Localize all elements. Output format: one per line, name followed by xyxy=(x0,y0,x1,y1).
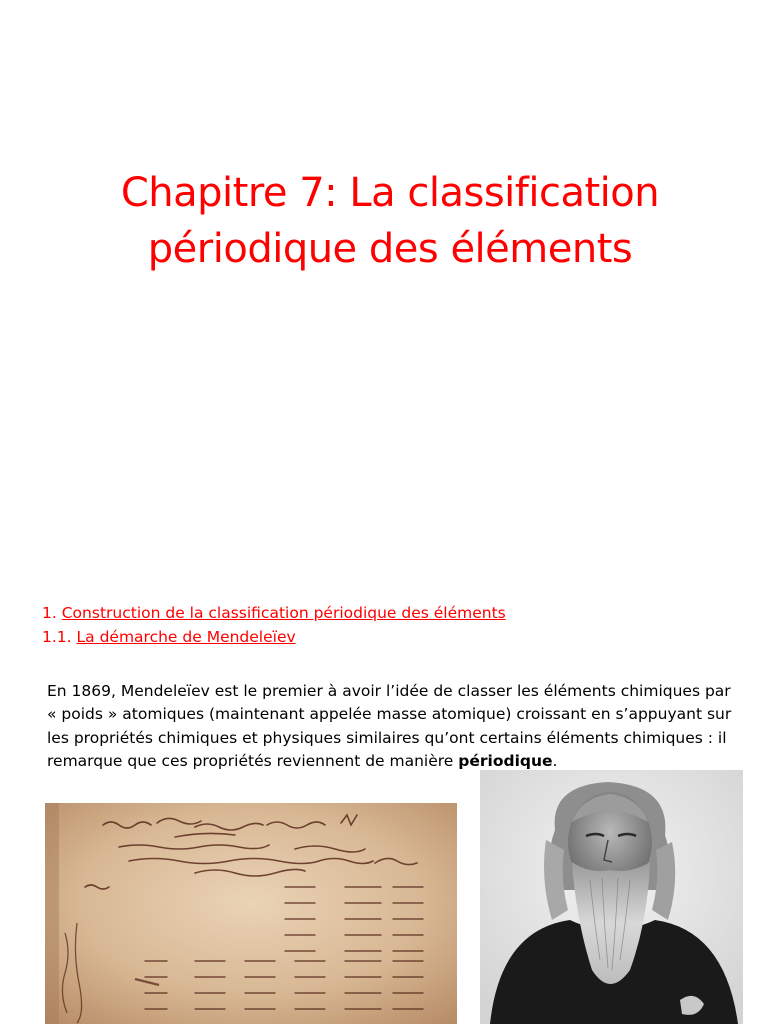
section-link[interactable]: Construction de la classification périodique des éléments xyxy=(61,604,506,622)
page-title xyxy=(40,165,740,277)
subsection-heading xyxy=(42,628,296,646)
portrait-image xyxy=(480,770,743,1024)
intro-paragraph xyxy=(47,680,737,774)
title-line-2: périodique des éléments xyxy=(147,226,633,272)
subsection-number: 1.1. xyxy=(42,628,72,646)
section-number: 1. xyxy=(42,604,57,622)
paragraph-end: . xyxy=(552,752,558,770)
portrait-drawing xyxy=(480,770,743,1024)
manuscript-drawing xyxy=(45,803,457,1024)
paragraph-emphasis: périodique xyxy=(458,752,553,770)
title-line-1: Chapitre 7: La classification xyxy=(120,170,660,216)
manuscript-image xyxy=(45,803,457,1024)
paragraph-text: En 1869, Mendeleïev est le premier à avoir l’idée de classer les éléments chimiques par « poids » atomiques (maintenant appelée masse atomique) croissant en s’appuyant sur les propriétés chimiques et physiques similaires qu’ont certains éléments chimiques : il remarque que ces propriétés reviennent de manière xyxy=(47,681,732,770)
subsection-link[interactable]: La démarche de Mendeleïev xyxy=(76,628,296,646)
section-heading xyxy=(42,604,506,622)
